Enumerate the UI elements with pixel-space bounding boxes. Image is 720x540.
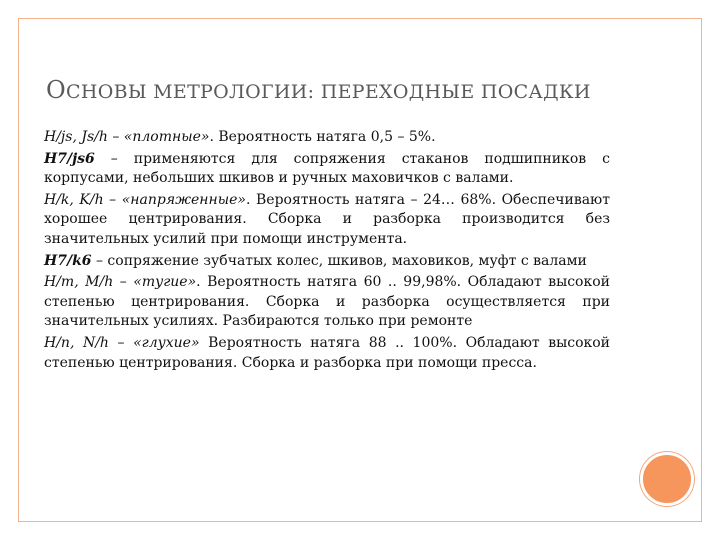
- fit-name: «глухие»: [133, 334, 200, 351]
- title-rest: СНОВЫ МЕТРОЛОГИИ: ПЕРЕХОДНЫЕ ПОСАДКИ: [65, 81, 591, 103]
- paragraph-text: Вероятность натяга 88 .. 100%. Обладают высокой степенью центрирования. Сборка и разборка при помощи пресса.: [44, 334, 611, 371]
- slide-title: [46, 76, 666, 104]
- fit-notation: H/k, K/h: [44, 191, 104, 208]
- paragraph-napryazhennye: [44, 191, 610, 250]
- dash: –: [107, 129, 124, 145]
- paragraph-text: . Вероятность натяга 60 .. 99,98%. Обладают высокой степенью центрирования. Сборка и разборка осуществляется при значительных усилиях. Разбираются только при ремонте: [44, 274, 610, 330]
- fit-name: «напряженные»: [121, 191, 246, 208]
- decorative-circle-inner: [649, 461, 685, 497]
- slide-body: [44, 128, 610, 375]
- paragraph-tugie: [44, 273, 610, 332]
- paragraph-h7js6: [44, 150, 610, 189]
- paragraph-text: . Вероятность натяга – 24… 68%. Обеспечивают хорошее центрирования. Сборка и разборка производится без значительных усилий при помощи инструмента.: [44, 191, 610, 247]
- title-first-letter: О: [46, 76, 66, 104]
- fit-notation: H/m, M/h: [44, 274, 114, 291]
- dash: –: [103, 191, 122, 208]
- fit-notation: H/n, N/h: [44, 334, 109, 351]
- fit-code: H7/k6: [44, 252, 92, 269]
- paragraph-text: – применяются для сопряжения стаканов подшипников с корпусами, небольших шкивов и ручных маховичков с валами.: [44, 150, 610, 187]
- fit-name: «плотные»: [123, 129, 210, 145]
- paragraph-plotnye: [44, 128, 610, 148]
- paragraph-text: . Вероятность натяга 0,5 – 5%.: [209, 129, 436, 145]
- dash: –: [113, 274, 134, 291]
- dash: –: [108, 334, 134, 351]
- paragraph-h7k6: [44, 252, 610, 272]
- fit-name: «тугие»: [133, 274, 197, 291]
- decorative-circle: [640, 452, 694, 506]
- fit-notation: H/js, Js/h: [44, 129, 108, 145]
- paragraph-glukhie: [44, 334, 610, 373]
- paragraph-text: – сопряжение зубчатых колес, шкивов, маховиков, муфт с валами: [91, 252, 587, 269]
- fit-code: H7/js6: [44, 150, 95, 167]
